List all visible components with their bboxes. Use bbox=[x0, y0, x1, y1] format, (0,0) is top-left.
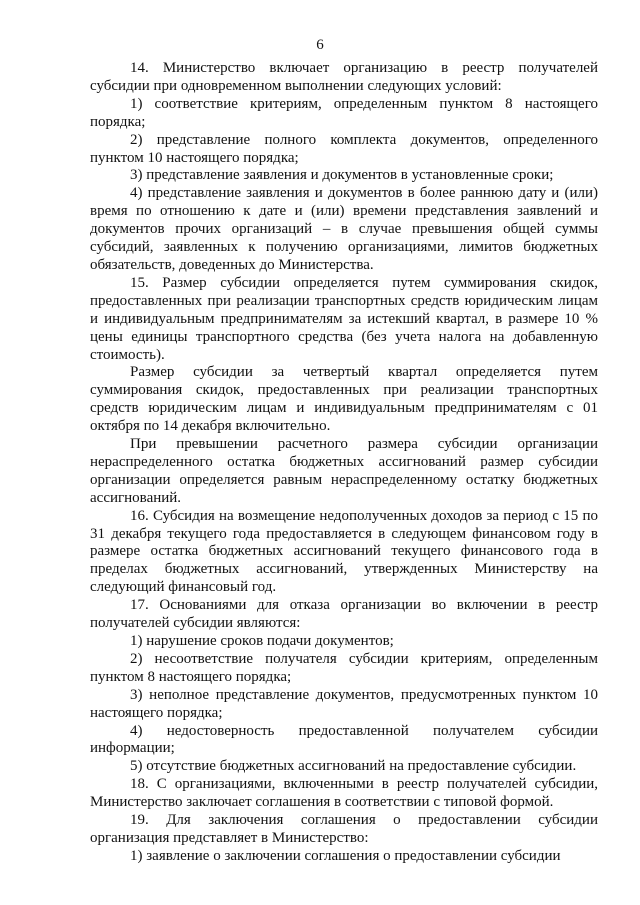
list-item-17-5: 5) отсутствие бюджетных ассигнований на предоставление субсидии. bbox=[130, 758, 577, 775]
list-item-14-3: 3) представление заявления и документов в установленные сроки; bbox=[130, 167, 554, 184]
document-body bbox=[90, 60, 598, 866]
list-item-17-4: 4) недостоверность предоставленной получателем субсидии информации; bbox=[90, 722, 598, 757]
paragraph-15: 15. Размер субсидии определяется путем суммирования скидок, предоставленных при реализации транспортных средств юридическим лицам и индивидуальным предпринимателям за истекший квартал, в размере 10 % цены единицы транспортного средства (без учета налога на добавленную стоимость). bbox=[90, 274, 598, 363]
paragraph-18: 18. С организациями, включенными в реестр получателей субсидии, Министерство заключает соглашения в соответствии с типовой формой. bbox=[90, 776, 598, 811]
paragraph-14: 14. Министерство включает организацию в реестр получателей субсидии при одновременном выполнении следующих условий: bbox=[90, 60, 598, 94]
list-item-14-4: 4) представление заявления и документов в более раннюю дату и (или) время по отношению к дате и (или) времени представления заявлений и документов прочих организаций – в случае превышения общей суммы субсидий, заявленных к получению организациями, лимитов бюджетных обязательств, доведенных до Министерства. bbox=[90, 185, 598, 273]
list-item-14-2: 2) представление полного комплекта документов, определенного пунктом 10 настоящего порядка; bbox=[90, 131, 598, 166]
list-item-17-2: 2) несоответствие получателя субсидии критериям, определенным пунктом 8 настоящего порядка; bbox=[90, 650, 598, 685]
paragraph-15-q4: Размер субсидии за четвертый квартал определяется путем суммирования скидок, предоставленных при реализации транспортных средств юридическим лицам и индивидуальным предпринимателям с 01 октября по 14 декабря включительно. bbox=[90, 364, 598, 435]
paragraph-17: 17. Основаниями для отказа организации во включении в реестр получателей субсидии являются: bbox=[90, 597, 598, 632]
paragraph-19: 19. Для заключения соглашения о предоставлении субсидии организация представляет в Министерство: bbox=[90, 812, 598, 846]
paragraph-16: 16. Субсидия на возмещение недополученных доходов за период с 15 по 31 декабря текущего года предоставляется в следующем финансовом году в размере остатка бюджетных ассигнований текущего финансового года в пределах бюджетных ассигнований, утвержденных Министерству на следующий финансовый год. bbox=[90, 507, 598, 596]
list-item-19-1: 1) заявление о заключении соглашения о предоставлении субсидии bbox=[130, 847, 561, 864]
paragraph-15-excess: При превышении расчетного размера субсидии организации нераспределенного остатка бюджетных ассигнований размер субсидии организации определяется равным нераспределенному остатку бюджетных ассигнований. bbox=[90, 436, 598, 506]
page-number: 6 bbox=[316, 37, 324, 53]
list-item-17-3: 3) неполное представление документов, предусмотренных пунктом 10 настоящего порядка; bbox=[90, 686, 598, 721]
list-item-14-1: 1) соответствие критериям, определенным пунктом 8 настоящего порядка; bbox=[90, 95, 598, 130]
list-item-17-1: 1) нарушение сроков подачи документов; bbox=[130, 633, 394, 649]
